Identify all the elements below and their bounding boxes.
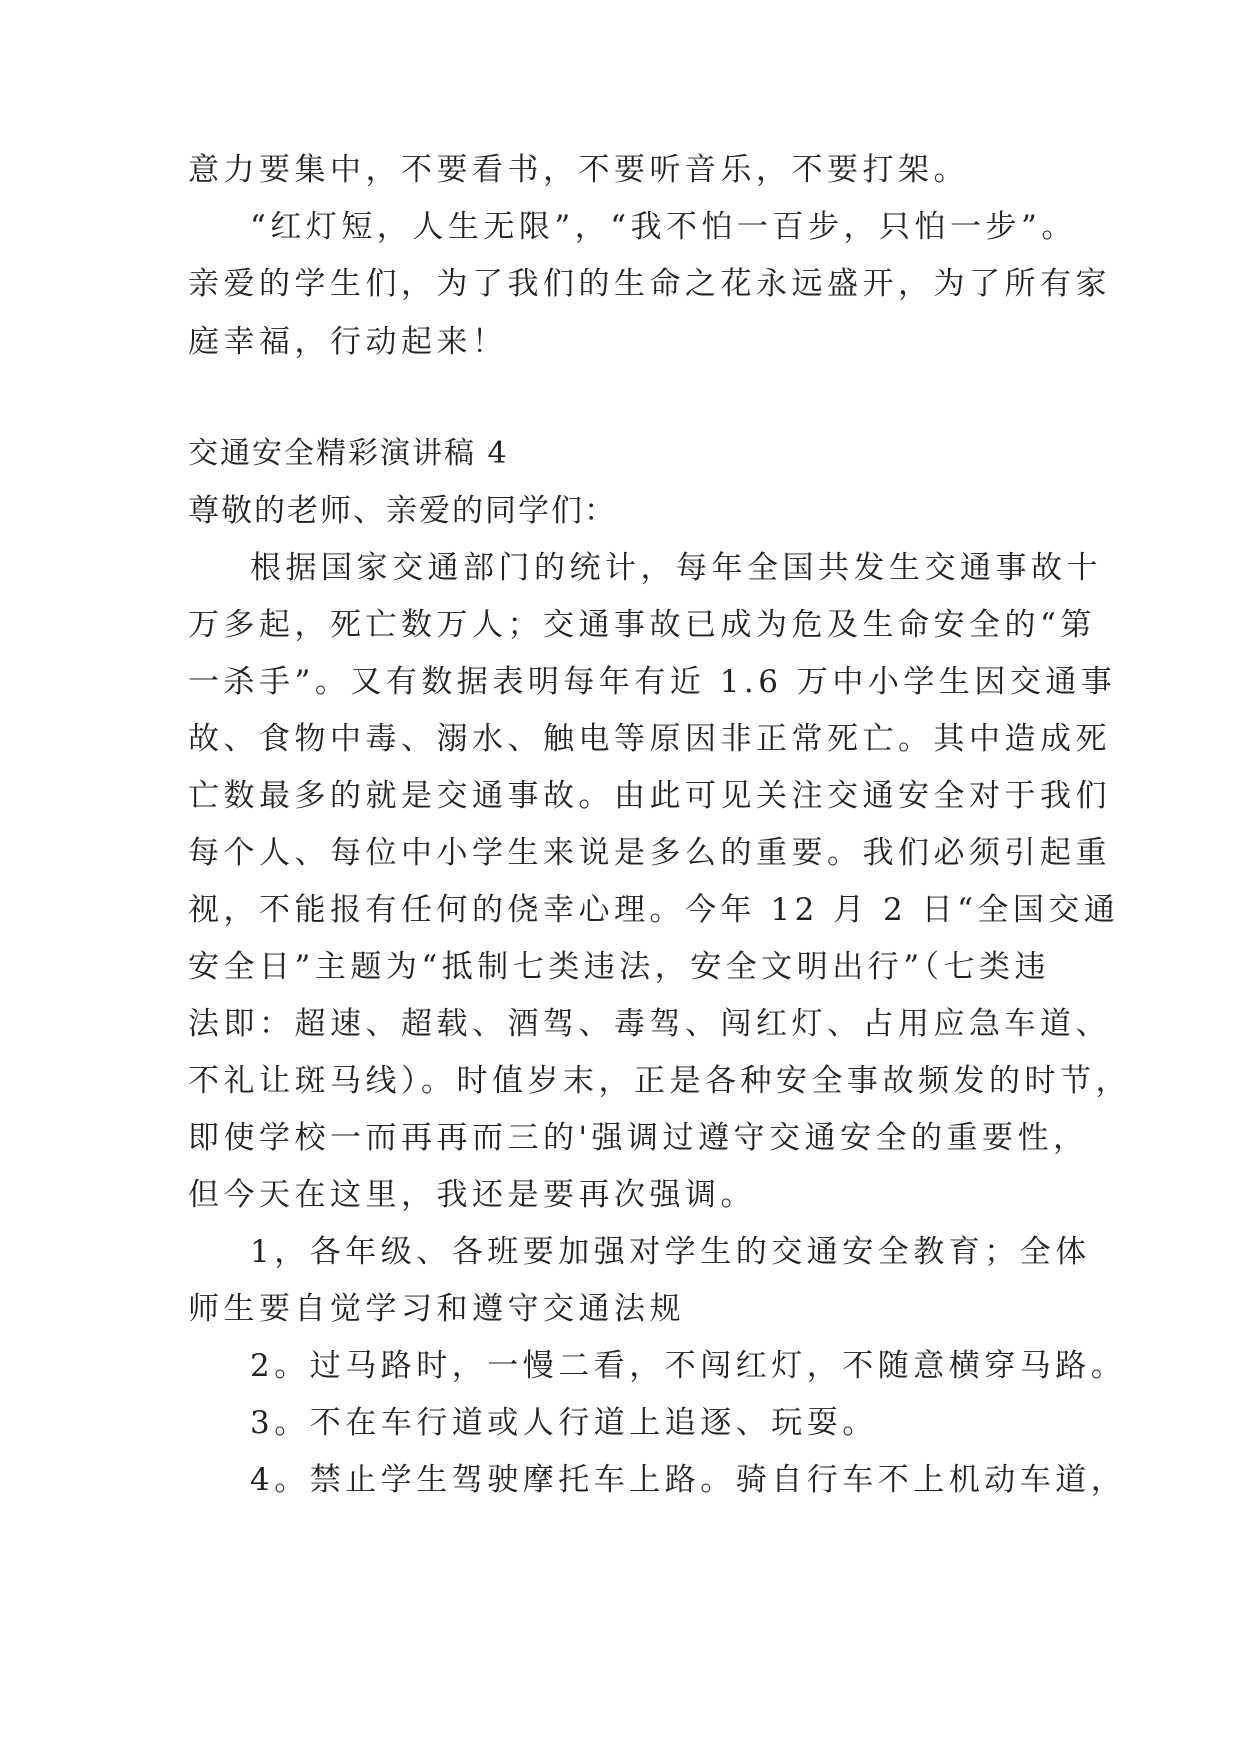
list-item-4: 4。禁止学生驾驶摩托车上路。骑自行车不上机动车道， (250, 1462, 1127, 1498)
salutation: 尊敬的老师、亲爱的同学们： (188, 493, 617, 529)
text-line: 故、食物中毒、溺水、触电等原因非正常死亡。其中造成死 (188, 721, 1111, 757)
body-paragraph-start: 根据国家交通部门的统计，每年全国共发生交通事故十 (250, 550, 1102, 586)
list-item-2: 2。过马路时，一慢二看，不闯红灯，不随意横穿马路。 (250, 1348, 1127, 1384)
section-title: 交通安全精彩演讲稿 4 (188, 436, 509, 471)
text-line: 庭幸福，行动起来！ (188, 324, 508, 360)
text-line: 每个人、每位中小学生来说是多么的重要。我们必须引起重 (188, 835, 1111, 871)
quote-paragraph: “红灯短，人生无限”，“我不怕一百步，只怕一步”。 (250, 209, 1077, 245)
text-line: 意力要集中，不要看书，不要听音乐，不要打架。 (188, 152, 969, 188)
text-line: 亲爱的学生们，为了我们的生命之花永远盛开，为了所有家 (188, 266, 1111, 302)
text-line: 一杀手”。又有数据表明每年有近 1.6 万中小学生因交通事 (188, 664, 1117, 700)
text-line: 不礼让斑马线）。时值岁末，正是各种安全事故频发的时节， (188, 1063, 1131, 1099)
text-line: 万多起，死亡数万人；交通事故已成为危及生命安全的“第 (188, 607, 1096, 643)
text-line: 法即：超速、超载、酒驾、毒驾、闯红灯、占用应急车道、 (188, 1006, 1111, 1042)
text-line: 视，不能报有任何的侥幸心理。今年 12 月 2 日“全国交通 (188, 892, 1120, 928)
text-line: 安全日”主题为“抵制七类违法，安全文明出行”（七类违 (188, 949, 1051, 985)
text-line: 亡数最多的就是交通事故。由此可见关注交通安全对于我们 (188, 778, 1111, 814)
text-line: 即使学校一而再再而三的'强调过遵守交通安全的重要性， (188, 1120, 1089, 1156)
text-line: 师生要自觉学习和遵守交通法规 (188, 1291, 685, 1327)
text-line: 但今天在这里，我还是要再次强调。 (188, 1177, 756, 1213)
list-item-1: 1，各年级、各班要加强对学生的交通安全教育；全体 (250, 1234, 1091, 1270)
list-item-3: 3。不在车行道或人行道上追逐、玩耍。 (250, 1405, 878, 1441)
